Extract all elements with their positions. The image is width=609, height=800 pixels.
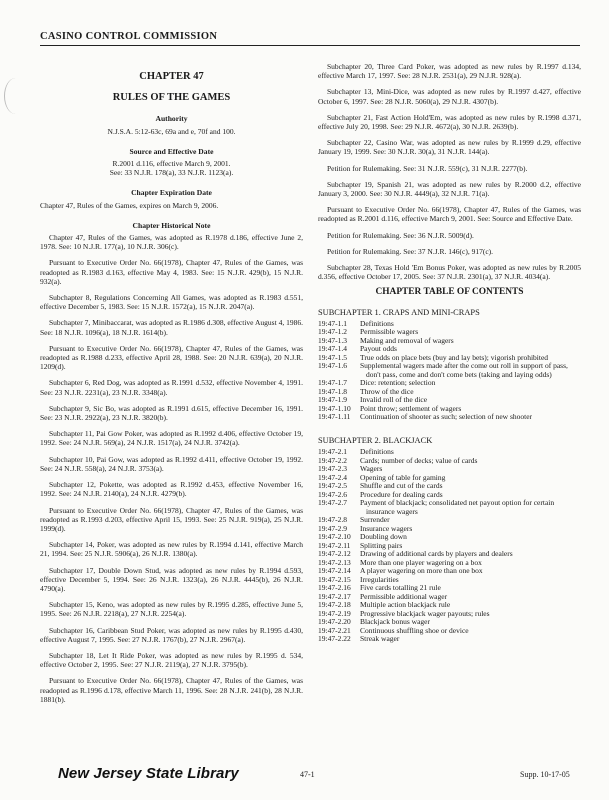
- section-title: Permissible wagers: [360, 327, 419, 337]
- binding-hole-mark: [4, 78, 27, 114]
- subchapter-2-toc: [318, 448, 581, 644]
- section-title: Procedure for dealing cards: [360, 489, 443, 499]
- toc-entry: [318, 457, 581, 466]
- section-title: Dice: retention; selection: [360, 378, 436, 388]
- history-paragraph: Pursuant to Executive Order No. 66(1978), Chapter 47, Rules of the Games, was readopted as R.2001 d.116, effective March 9, 2001. See: Source and Effective Date.: [318, 205, 581, 224]
- toc-entry: [318, 576, 581, 585]
- section-title: Five cards totalling 21 rule: [360, 583, 441, 593]
- section-number: 19:47-1.2: [318, 327, 347, 337]
- section-number: 19:47-1.5: [318, 352, 347, 362]
- history-paragraph: Subchapter 14, Poker, was adopted as new rules by R.1994 d.141, effective March 21, 1994. See: 25 N.J.R. 5906(a), 26 N.J.R. 1380(a).: [40, 540, 303, 559]
- toc-entry: [318, 362, 581, 379]
- section-title: Invalid roll of the dice: [360, 395, 428, 405]
- section-number: 19:47-1.6: [318, 361, 347, 371]
- section-title: Definitions: [360, 318, 394, 328]
- section-title: Blackjack bonus wager: [360, 617, 430, 627]
- history-paragraph: Subchapter 17, Double Down Stud, was adopted as new rules by R.1994 d.593, effective December 5, 1994. See: 26 N.J.R. 1323(a), 26 N.J.R. 4445(b), 26 N.J.R. 4790(a).: [40, 565, 303, 593]
- history-heading: Chapter Historical Note: [132, 220, 211, 230]
- section-number: 19:47-2.22: [318, 634, 351, 644]
- toc-entry: [318, 567, 581, 576]
- section-number: 19:47-2.12: [318, 549, 351, 559]
- section-number: 19:47-2.1: [318, 447, 347, 457]
- authority-text: N.J.S.A. 5:12-63c, 69a and e, 70f and 100.: [107, 126, 236, 136]
- history-paragraph: Subchapter 21, Fast Action Hold'Em, was adopted as new rules by R.1998 d.371, effective July 20, 1998. See: 29 N.J.R. 4672(a), 30 N.J.R. 2639(b).: [318, 112, 581, 132]
- history-paragraph: Subchapter 28, Texas Hold 'Em Bonus Poker, was adopted as new rules by R.2005 d.356, effective October 17, 2005. See: 37 N.J.R. 2301(a), 37 N.J.R. 4034(a).: [318, 263, 581, 282]
- section-number: 19:47-1.1: [318, 318, 347, 328]
- section-title: Continuous shuffling shoe or device: [360, 625, 469, 635]
- subchapter-2-heading: SUBCHAPTER 2. BLACKJACK: [318, 435, 433, 445]
- history-paragraph: Petition for Rulemaking. See: 36 N.J.R. 5009(d).: [327, 230, 474, 240]
- section-number: 19:47-2.10: [318, 532, 351, 542]
- history-paragraph: Petition for Rulemaking. See: 37 N.J.R. 146(c), 917(c).: [327, 246, 494, 256]
- section-title: Cards; number of decks; value of cards: [360, 455, 478, 465]
- running-header: CASINO CONTROL COMMISSION: [40, 31, 580, 46]
- history-paragraphs-continued: [318, 62, 581, 281]
- section-title: Supplemental wagers made after the come out roll in support of pass, don't pass, come and don't come bets (taking and laying odds): [360, 361, 568, 379]
- section-title: A player wagering on more than one box: [360, 566, 483, 576]
- section-number: 19:47-2.17: [318, 591, 351, 601]
- subchapter-1-toc: [318, 320, 581, 422]
- section-number: 19:47-2.18: [318, 600, 351, 610]
- toc-entry: [318, 474, 581, 483]
- history-paragraph: Subchapter 9, Sic Bo, was adopted as R.1991 d.615, effective December 16, 1991. See: 23 N.J.R. 2922(a), 23 N.J.R. 3820(b).: [40, 403, 303, 423]
- section-number: 19:47-1.8: [318, 386, 347, 396]
- history-paragraph: Pursuant to Executive Order No. 66(1978), Chapter 47, Rules of the Games, was readopted as R.1996 d.178, effective March 11, 1996. See: 28 N.J.R. 241(b), 28 N.J.R. 1881(b).: [40, 676, 303, 704]
- section-number: 19:47-2.9: [318, 523, 347, 533]
- section-title: Multiple action blackjack rule: [360, 600, 451, 610]
- section-title: Payout odds: [360, 344, 397, 354]
- section-number: 19:47-2.19: [318, 608, 351, 618]
- toc-entry: [318, 610, 581, 619]
- library-watermark: New Jersey State Library: [58, 765, 239, 782]
- section-title: Point throw; settlement of wagers: [360, 403, 462, 413]
- section-number: 19:47-2.21: [318, 625, 351, 635]
- section-number: 19:47-2.5: [318, 481, 347, 491]
- toc-entry: [318, 516, 581, 525]
- page-number: 47-1: [300, 770, 315, 779]
- toc-entry: [318, 465, 581, 474]
- toc-entry: [318, 635, 581, 644]
- history-paragraph: Subchapter 20, Three Card Poker, was adopted as new rules by R.1997 d.134, effective March 17, 1997. See: 28 N.J.R. 2531(a), 29 N.J.R. 928(a).: [318, 62, 581, 81]
- chapter-number: CHAPTER 47: [139, 71, 204, 82]
- history-paragraph: Subchapter 6, Red Dog, was adopted as R.1991 d.532, effective November 4, 1991. See: 23 N.J.R. 2231(a), 23 N.J.R. 3348(a).: [40, 378, 303, 397]
- history-paragraph: Subchapter 7, Minibaccarat, was adopted as R.1986 d.308, effective August 4, 1986. See: 18 N.J.R. 1096(a), 18 N.J.R. 1614(b).: [40, 318, 303, 337]
- toc-title: CHAPTER TABLE OF CONTENTS: [375, 287, 524, 298]
- history-paragraph: Petition for Rulemaking. See: 31 N.J.R. 559(c), 31 N.J.R. 2277(b).: [327, 163, 528, 173]
- section-title: Continuation of shooter as such; selection of new shooter: [360, 412, 533, 422]
- history-paragraph: Subchapter 19, Spanish 21, was adopted as new rules by R.2000 d.2, effective January 3, 2000. See: 30 N.J.R. 4449(a), 32 N.J.R. 71(a).: [318, 179, 581, 199]
- history-paragraph: Subchapter 22, Casino War, was adopted as new rules by R.1999 d.29, effective January 19, 1999. See: 30 N.J.R. 30(a), 31 N.J.R. 144(a).: [318, 138, 581, 157]
- section-title: Irregularities: [360, 574, 399, 584]
- section-number: 19:47-2.6: [318, 489, 347, 499]
- section-number: 19:47-2.8: [318, 515, 347, 525]
- history-paragraph: Chapter 47, Rules of the Games, was adopted as R.1978 d.186, effective June 2, 1978. See: 10 N.J.R. 177(a), 10 N.J.R. 306(c).: [40, 233, 303, 252]
- toc-entry: [318, 584, 581, 593]
- history-paragraph: Subchapter 15, Keno, was adopted as new rules by R.1995 d.285, effective June 5, 1995. See: 26 N.J.R. 2218(a), 27 N.J.R. 2254(a).: [40, 600, 303, 619]
- toc-entry: [318, 533, 581, 542]
- section-title: Making and removal of wagers: [360, 335, 454, 345]
- toc-entry: [318, 388, 581, 397]
- source-line-1: R.2001 d.116, effective March 9, 2001.: [112, 159, 231, 169]
- section-number: 19:47-2.20: [318, 617, 351, 627]
- toc-entry: [318, 379, 581, 388]
- section-number: 19:47-1.3: [318, 335, 347, 345]
- section-title: Permissible additional wager: [360, 591, 448, 601]
- toc-entry: [318, 627, 581, 636]
- history-paragraph: Pursuant to Executive Order No. 66(1978), Chapter 47, Rules of the Games, was readopted as R.1988 d.233, effective April 28, 1988. See: 20 N.J.R. 639(a), 20 N.J.R. 1209(d).: [40, 343, 303, 372]
- section-title: Surrender: [360, 515, 390, 525]
- section-title: Streak wager: [360, 634, 400, 644]
- section-title: Shuffle and cut of the cards: [360, 481, 443, 491]
- section-number: 19:47-1.4: [318, 344, 347, 354]
- chapter-title: RULES OF THE GAMES: [112, 92, 231, 104]
- section-title: Payment of blackjack; consolidated net payout option for certain insurance wagers: [360, 498, 555, 516]
- section-number: 19:47-2.7: [318, 498, 347, 508]
- section-title: Splitting pairs: [360, 540, 403, 550]
- history-paragraph: Subchapter 18, Let It Ride Poker, was adopted as new rules by R.1995 d. 534, effective October 2, 1995. See: 27 N.J.R. 2119(a), 27 N.J.R. 3795(b).: [40, 650, 303, 670]
- source-heading: Source and Effective Date: [129, 146, 214, 156]
- history-paragraph: Subchapter 13, Mini-Dice, was adopted as new rules by R.1997 d.427, effective October 6, 1997. See: 28 N.J.R. 5060(a), 29 N.J.R. 4307(b).: [318, 87, 581, 106]
- history-paragraph: Pursuant to Executive Order No. 66(1978), Chapter 47, Rules of the Games, was readopted as R.1993 d.203, effective April 15, 1993. See: 25 N.J.R. 919(a), 25 N.J.R. 1999(d).: [40, 505, 303, 533]
- section-number: 19:47-2.15: [318, 574, 351, 584]
- history-paragraph: Subchapter 10, Pai Gow, was adopted as R.1992 d.411, effective October 19, 1992. See: 24 N.J.R. 558(a), 24 N.J.R. 3753(a).: [40, 454, 303, 473]
- toc-entry: [318, 482, 581, 491]
- left-column: [40, 64, 303, 711]
- toc-entry: [318, 337, 581, 346]
- section-title: Insurance wagers: [360, 523, 413, 533]
- history-paragraphs: [40, 233, 303, 704]
- section-title: Wagers: [360, 464, 383, 474]
- section-title: Drawing of additional cards by players and dealers: [360, 549, 513, 559]
- history-paragraph: Subchapter 12, Pokette, was adopted as R.1992 d.453, effective November 16, 1992. See: 24 N.J.R. 2140(a), 24 N.J.R. 4279(b).: [40, 480, 303, 499]
- section-number: 19:47-2.2: [318, 455, 347, 465]
- section-title: True odds on place bets (buy and lay bets); vigorish prohibited: [360, 352, 549, 362]
- source-line-2: See: 33 N.J.R. 178(a), 33 N.J.R. 1123(a).: [109, 168, 234, 178]
- subchapter-1-heading: SUBCHAPTER 1. CRAPS AND MINI-CRAPS: [318, 307, 480, 317]
- right-column: [318, 62, 581, 658]
- expiration-heading: Chapter Expiration Date: [131, 188, 212, 198]
- section-title: More than one player wagering on a box: [360, 557, 482, 567]
- toc-entry: [318, 525, 581, 534]
- section-title: Doubling down: [360, 532, 407, 542]
- section-number: 19:47-2.16: [318, 583, 351, 593]
- section-number: 19:47-1.11: [318, 412, 351, 422]
- history-paragraph: Pursuant to Executive Order No. 66(1978), Chapter 47, Rules of the Games, was readopted as R.1983 d.163, effective May 4, 1983. See: 15 N.J.R. 429(b), 15 N.J.R. 932(a).: [40, 258, 303, 286]
- section-number: 19:47-1.10: [318, 403, 351, 413]
- toc-entry: [318, 413, 581, 422]
- supplement-date: Supp. 10-17-05: [520, 770, 570, 779]
- section-number: 19:47-1.7: [318, 378, 347, 388]
- authority-heading: Authority: [155, 114, 188, 124]
- section-number: 19:47-1.9: [318, 395, 347, 405]
- section-number: 19:47-2.4: [318, 472, 347, 482]
- section-title: Throw of the dice: [360, 386, 414, 396]
- section-number: 19:47-2.13: [318, 557, 351, 567]
- section-title: Progressive blackjack wager payouts; rules: [360, 608, 490, 618]
- section-number: 19:47-2.14: [318, 566, 351, 576]
- toc-entry: [318, 320, 581, 329]
- section-title: Opening of table for gaming: [360, 472, 446, 482]
- expiration-text: Chapter 47, Rules of the Games, expires on March 9, 2006.: [40, 200, 219, 210]
- history-paragraph: Subchapter 16, Caribbean Stud Poker, was adopted as new rules by R.1995 d.430, effective August 7, 1995. See: 27 N.J.R. 1767(b), 27 N.J.R. 2967(a).: [40, 625, 303, 644]
- section-number: 19:47-2.11: [318, 540, 351, 550]
- toc-entry: [318, 499, 581, 516]
- section-title: Definitions: [360, 447, 394, 457]
- section-number: 19:47-2.3: [318, 464, 347, 474]
- history-paragraph: Subchapter 8, Regulations Concerning All Games, was adopted as R.1983 d.551, effective December 5, 1983. See: 15 N.J.R. 1572(a), 15 N.J.R. 2047(a).: [40, 293, 303, 312]
- history-paragraph: Subchapter 11, Pai Gow Poker, was adopted as R.1992 d.406, effective October 19, 1992. See: 24 N.J.R. 569(a), 24 N.J.R. 1517(a), 24 N.J.R. 3742(a).: [40, 429, 303, 448]
